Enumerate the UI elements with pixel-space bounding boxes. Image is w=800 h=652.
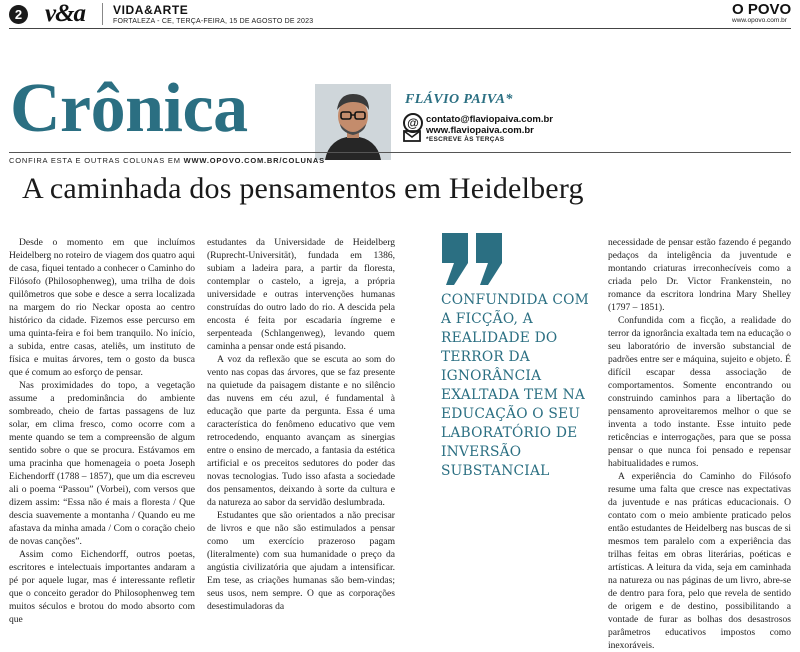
- author-photo: [315, 84, 391, 160]
- paragraph: A voz da reflexão que se escuta ao som do vento nas copas das árvores, que se faz presente na quietude da paisagem distante e no silêncio das nuvens em céu azul, é fundamental à educação que parte da pergunta. Essa é uma característica do fenômeno educativo que vem retrocedendo, enquanto avançam as sinergias entre o ensino de mercado, a fantasia da estética artificial e os preceitos sedutores do poder das novas tecnologias. Tudo isso afasta a sociedade dos pensamentos, deixando à sorte da cultura e da natureza ao sabor da servidão deslumbrada.: [207, 354, 395, 508]
- paragraph: A experiência do Caminho do Filósofo resume uma falta que cresce nas expectativas da juventude e nas práticas educacionais. O contato com o meio ambiente praticado pelos então estudantes de Heidelberg nas buscas de si mesmos tem paralelo com a experiência das trilhas feitas em obras literárias, poéticas e artísticas. A leitura da vida, seja em caminhada na natureza ou nas páginas de um livro, abre-se de dentro para fora, pelo que revela de sentido de origem e de destino, possibilitando a vontade de furar as bolhas dos desastrosos parâmetros educativos impostos como inexoráveis.: [608, 471, 791, 651]
- opovo-url: www.opovo.com.br: [732, 17, 787, 24]
- vida-arte-logo: v&a: [45, 0, 86, 27]
- column-title: Crônica: [10, 70, 248, 147]
- dateline: FORTALEZA - CE, TERÇA-FEIRA, 15 DE AGOSTO DE 2023: [113, 18, 314, 25]
- paragraph: Confundida com a ficção, a realidade do terror da ignorância exaltada tem na educação o seu laboratório de inversão substancial de padrões entre ser e máquina, sujeito e objeto. É difícil escapar dessa associação de comportamentos. Somente encontrando ou construindo caminhos para a libertação do pensamento aproveitaremos melhor o que se inventa a todo instante. Esse intuito pede reticências e interrogações, para que se possa pensar o que nunca foi pensado e repensar habitualidades e rumos.: [608, 315, 791, 469]
- paragraph: Estudantes que são orientados a não precisar de livros e que não são estimulados a pensar como um exercício prazeroso pagam (literalmente) com sua humanidade o preço da angústia civilizatória que ajudam a intensificar. Em tese, as criações humanas são bem-vindas; seus usos, nem sempre. O que as corporações desestimuladoras da: [207, 510, 395, 612]
- quote-marks-icon: [442, 233, 504, 285]
- paragraph: Desde o momento em que incluímos Heidelberg no roteiro de viagem dos quatro aqui de casa, fiquei tentado a conhecer o Caminho do Filósofo (Philosophenweg), uma trilha de dois quilômetros que sobe e desce a serra localizada na margem do rio Neckar oposta ao centro histórico da cidade. Fizemos esse percurso em uma quinta-feira e foi bem tranquilo. No início, a subida, entre casas, ateliês, um instituto de física e muitas árvores, tem o gosto da busca que é comum ao esforço de pensar.: [9, 237, 195, 378]
- more-columns-prefix: CONFIRA ESTA E OUTRAS COLUNAS EM: [9, 156, 181, 165]
- article-column-3: [608, 236, 791, 651]
- article-headline: A caminhada dos pensamentos em Heidelberg: [22, 172, 584, 205]
- paragraph: Assim como Eichendorff, outros poetas, escritores e intelectuais importantes andaram a pé por aquele lugar, mas é interessante refletir que o conceito gerador do Philosophenweg tem muitos séculos e brotou do modo absorto com que: [9, 549, 195, 625]
- page-number: 2: [9, 5, 28, 24]
- author-website[interactable]: www.flaviopaiva.com.br: [426, 125, 534, 136]
- at-sign-icon: @: [403, 113, 423, 133]
- article-column-2: [207, 236, 395, 612]
- envelope-icon: [403, 130, 421, 142]
- paragraph: Nas proximidades do topo, a vegetação assume a predominância do ambiente sombreado, cheio de fartas passagens de luz solar, em clima fresco, como ocorre com a mente quando se tem a compreensão de algum sentido sobre o que se procura. Estávamos em uma pracinha que homenageia o poeta Joseph Eichendorff (1788 – 1857), que um dia escreveu ali o poema “Passou” (Vorbei), com versos que dizem assim: “Essa não é mais a floresta / Que descia suavemente a montanha / Quando eu me afastava da minha amada / Com o coração cheio de novas canções”.: [9, 380, 195, 547]
- publication-schedule: *ESCREVE ÀS TERÇAS: [426, 136, 505, 143]
- author-portrait-icon: [315, 84, 391, 160]
- header-rule: [9, 152, 791, 153]
- article-column-1: [9, 236, 195, 625]
- header-divider: [102, 3, 103, 25]
- section-name: VIDA&ARTE: [113, 3, 189, 17]
- author-name: FLÁVIO PAIVA*: [405, 92, 513, 107]
- more-columns-link[interactable]: WWW.OPOVO.COM.BR/COLUNAS: [183, 156, 325, 165]
- top-rule: [9, 28, 791, 29]
- pull-quote: CONFUNDIDA COM A FICÇÃO, A REALIDADE DO TERROR DA IGNORÂNCIA EXALTADA TEM NA EDUCAÇÃO O SEU LABORATÓRIO DE INVERSÃO SUBSTANCIAL: [441, 292, 589, 479]
- paragraph: estudantes da Universidade de Heidelberg (Ruprecht-Universität), fundada em 1386, subiam a ladeira para, a partir da floresta, contemplar o castelo, a igreja, a própria universidade e outras intervenções humanas construídas do outro lado do rio. A descida pela encosta é feita por escadaria íngreme e serpenteada (Schlangenweg), levando quem caminha a pensar onde está pisando.: [207, 237, 395, 352]
- more-columns-note: [9, 156, 325, 165]
- opovo-logo: O POVO: [732, 1, 792, 18]
- author-email[interactable]: contato@flaviopaiva.com.br: [426, 114, 553, 125]
- paragraph: necessidade de pensar estão fazendo é pegando pedaços da inteligência da juventude e montando criaturas irreconhecíveis como a criada pelo Dr. Victor Frankenstein, no romance da escritora londrina Mary Shelley (1797 – 1851).: [608, 237, 791, 313]
